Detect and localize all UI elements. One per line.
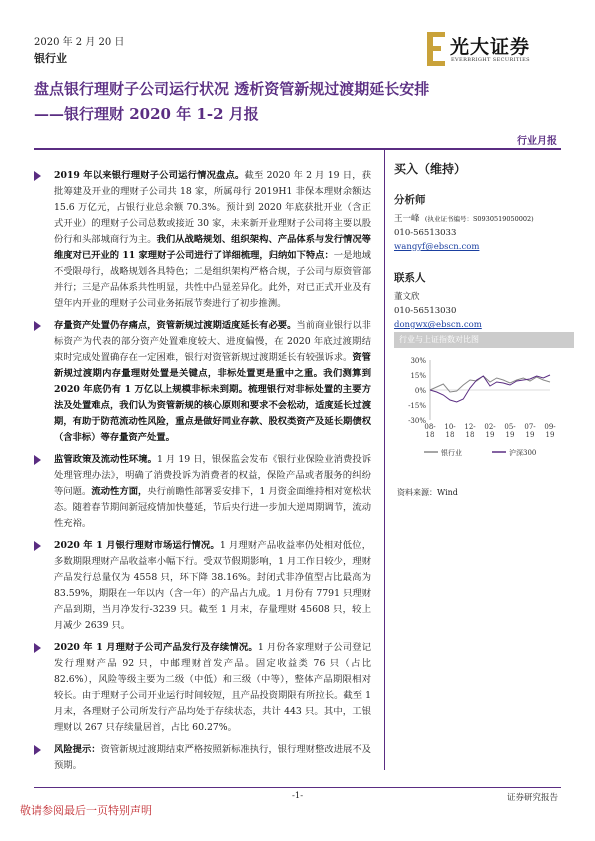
x-tick-label: 09- [544, 423, 556, 431]
analyst-cert: (执业证书编号：S0930519050002) [424, 215, 534, 223]
header-divider [34, 148, 561, 150]
column-divider [384, 150, 385, 770]
x-tick-label: 07- [524, 423, 536, 431]
industry-label: 银行业 [34, 52, 67, 65]
paragraph-text: 风险提示：资管新规过渡期结束严格按照新标准执行，银行理财整改进展不及预期。 [54, 744, 371, 771]
report-date: 2020 年 2 月 20 日 [34, 37, 125, 48]
contact-heading: 联系人 [394, 272, 426, 284]
page-number: -1- [292, 791, 304, 801]
report-title: 盘点银行理财子公司运行状况 透析资管新规过渡期延长安排 [34, 80, 430, 98]
x-tick-label: 12- [464, 423, 476, 431]
chart-source: 资料来源：Wind [397, 488, 458, 497]
legend-label: 沪深300 [509, 449, 537, 457]
analyst-phone: 010-56513033 [394, 228, 457, 238]
contact-email-link[interactable]: dongwx@ebscn.com [394, 320, 482, 330]
stamp-text: 敬请参阅最后一页特别声明 [20, 804, 152, 817]
x-tick-label: 18 [425, 431, 435, 439]
x-tick-label: 08- [424, 423, 436, 431]
comparison-chart [394, 350, 574, 462]
paragraph-text: 2019 年以来银行理财子公司运行情况盘点。截至 2020 年 2 月 19 日，获批筹建及开业的理财子公司共 18 家，所属母行 2019H1 非保本理财余额达 15.6 万亿元，占银行业总余额 70.3%。预计到 2020 年底获批开业（含正式开业）的理财子公司总数或接近 30 家，未来新开业理财子公司将主要以股份行和头部城商行为主。我们从战略规划、组织架构、产品体系与发行情况等维度对已开业的 11 家理财子公司进行了详细梳理，归纳如下特点：一是地域不受限母行，战略规划各具特色；二是组织架构严格合规，子公司与原资管部并行；三是产品体系共性明显，共性中凸显差异化。此外，对已正式开业及有望年内开业的理财子公司业务拓展节奏进行了初步推测。 [54, 170, 371, 309]
rating: 买入（维持） [394, 162, 467, 176]
paragraph [34, 742, 371, 774]
bullet-icon [34, 321, 41, 331]
y-tick-label: 0% [414, 387, 426, 395]
x-tick-label: 10- [444, 423, 456, 431]
analyst-name: 王一峰 [394, 214, 420, 224]
paragraph-text: 存量资产处置仍存痛点，资管新规过渡期适度延长有必要。当前商业银行以非标资产为代表的部分资产处置难度较大、进度偏慢，在 2020 年底过渡期结束时完成处置确存在一定困难，银行对资管新规过渡期延长有较强诉求。资管新规过渡期内存量理财处置是关键点，非标处置更是重中之重。我们测算到 2020 年底仍有 1 万亿以上规模非标未到期。梳理银行对非标处置的主要方法及处置难点，我们认为资管新规的核心原则和要求不会松动，适度延长过渡期，有助于防范流动性风险，重点是做好同业存款、股权类资产及延长期债权（含非标）等存量资产处置。 [54, 320, 371, 443]
logo-mark-icon [425, 32, 447, 66]
y-tick-label: -15% [408, 402, 426, 410]
y-tick-label: -30% [408, 417, 426, 425]
footer-label: 证券研究报告 [507, 793, 559, 803]
x-tick-label: 18 [445, 431, 455, 439]
report-subtitle: ——银行理财 2020 年 1-2 月报 [34, 105, 259, 123]
contact-name: 董文欣 [394, 292, 420, 302]
paragraph [34, 168, 371, 312]
chart-title: 行业与上证指数对比图 [394, 332, 574, 348]
paragraph-text: 2020 年 1 月银行理财市场运行情况。1 月理财产品收益率仍处相对低位，多数期限理财产品收益率小幅下行。受双节假期影响，1 月工作日较少，理财产品发行总量仅为 4558 只，环下降 38.16%。封闭式非净值型占比最高为 83.59%，期限在一年以内（含一年）的产品占九成。1 月份有 7791 只理财产品到期，当月净发行-3239 只。截至 1 月末，存量理财 45608 只，较上月减少 2639 只。 [54, 540, 371, 631]
analyst-email-link[interactable]: wangyf@ebscn.com [394, 242, 480, 252]
x-tick-label: 19 [545, 431, 555, 439]
bullet-icon [34, 745, 41, 755]
paragraph-text: 监管政策及流动性环境。1 月 19 日，银保监会发布《银行业保险业消费投诉处理管理办法》，明确了消费投诉为消费者的权益，保险产品或者服务的纠纷等问题。流动性方面，央行前瞻性部署妥安排下，1 月资金面维持相对宽松状态。随着春节期间新冠疫情加快蔓延，节后央行进一步加大逆周期调节，流动性充裕。 [54, 454, 371, 529]
x-tick-label: 05- [504, 423, 516, 431]
contact-phone: 010-56513030 [394, 306, 457, 316]
analyst-info [394, 212, 574, 226]
watermark-stamp [20, 802, 200, 838]
x-tick-label: 02- [484, 423, 496, 431]
y-tick-label: 30% [410, 357, 426, 365]
paragraph-text: 2020 年 1 月理财子公司产品发行及存续情况。1 月份各家理财子公司登记发行理财产品 92 只，中邮理财首发产品。固定收益类 76 只（占比 82.6%），风险等级主要为二级（中低）和三级（中等），整体产品期限相对较长。由于理财子公司开业运行时间较短，且产品投资期限有所拉长。截至 1 月末，各理财子公司所发行产品均处于存续状态，共计 443 只。其中，工银理财以 267 只存续量居首，占比 60.27%。 [54, 642, 371, 733]
bullet-icon [34, 541, 41, 551]
paragraph [34, 640, 371, 736]
main-content [34, 168, 371, 780]
company-logo [425, 30, 575, 70]
paragraph [34, 538, 371, 634]
sidebar [394, 160, 574, 332]
report-type: 行业月报 [517, 136, 557, 147]
legend-label: 银行业 [441, 449, 462, 457]
paragraph [34, 452, 371, 532]
bullet-icon [34, 455, 41, 465]
x-tick-label: 19 [485, 431, 495, 439]
x-tick-label: 19 [505, 431, 515, 439]
analyst-heading: 分析师 [394, 194, 426, 206]
footer-divider [34, 787, 561, 788]
series-line-1 [430, 375, 550, 402]
bullet-icon [34, 643, 41, 653]
paragraph [34, 318, 371, 446]
bullet-icon [34, 171, 41, 181]
x-tick-label: 18 [465, 431, 475, 439]
logo-english-text: EVERBRIGHT SECURITIES [451, 57, 531, 63]
x-tick-label: 19 [525, 431, 535, 439]
y-tick-label: 15% [410, 372, 426, 380]
logo-text: 光大证券 [450, 36, 531, 58]
